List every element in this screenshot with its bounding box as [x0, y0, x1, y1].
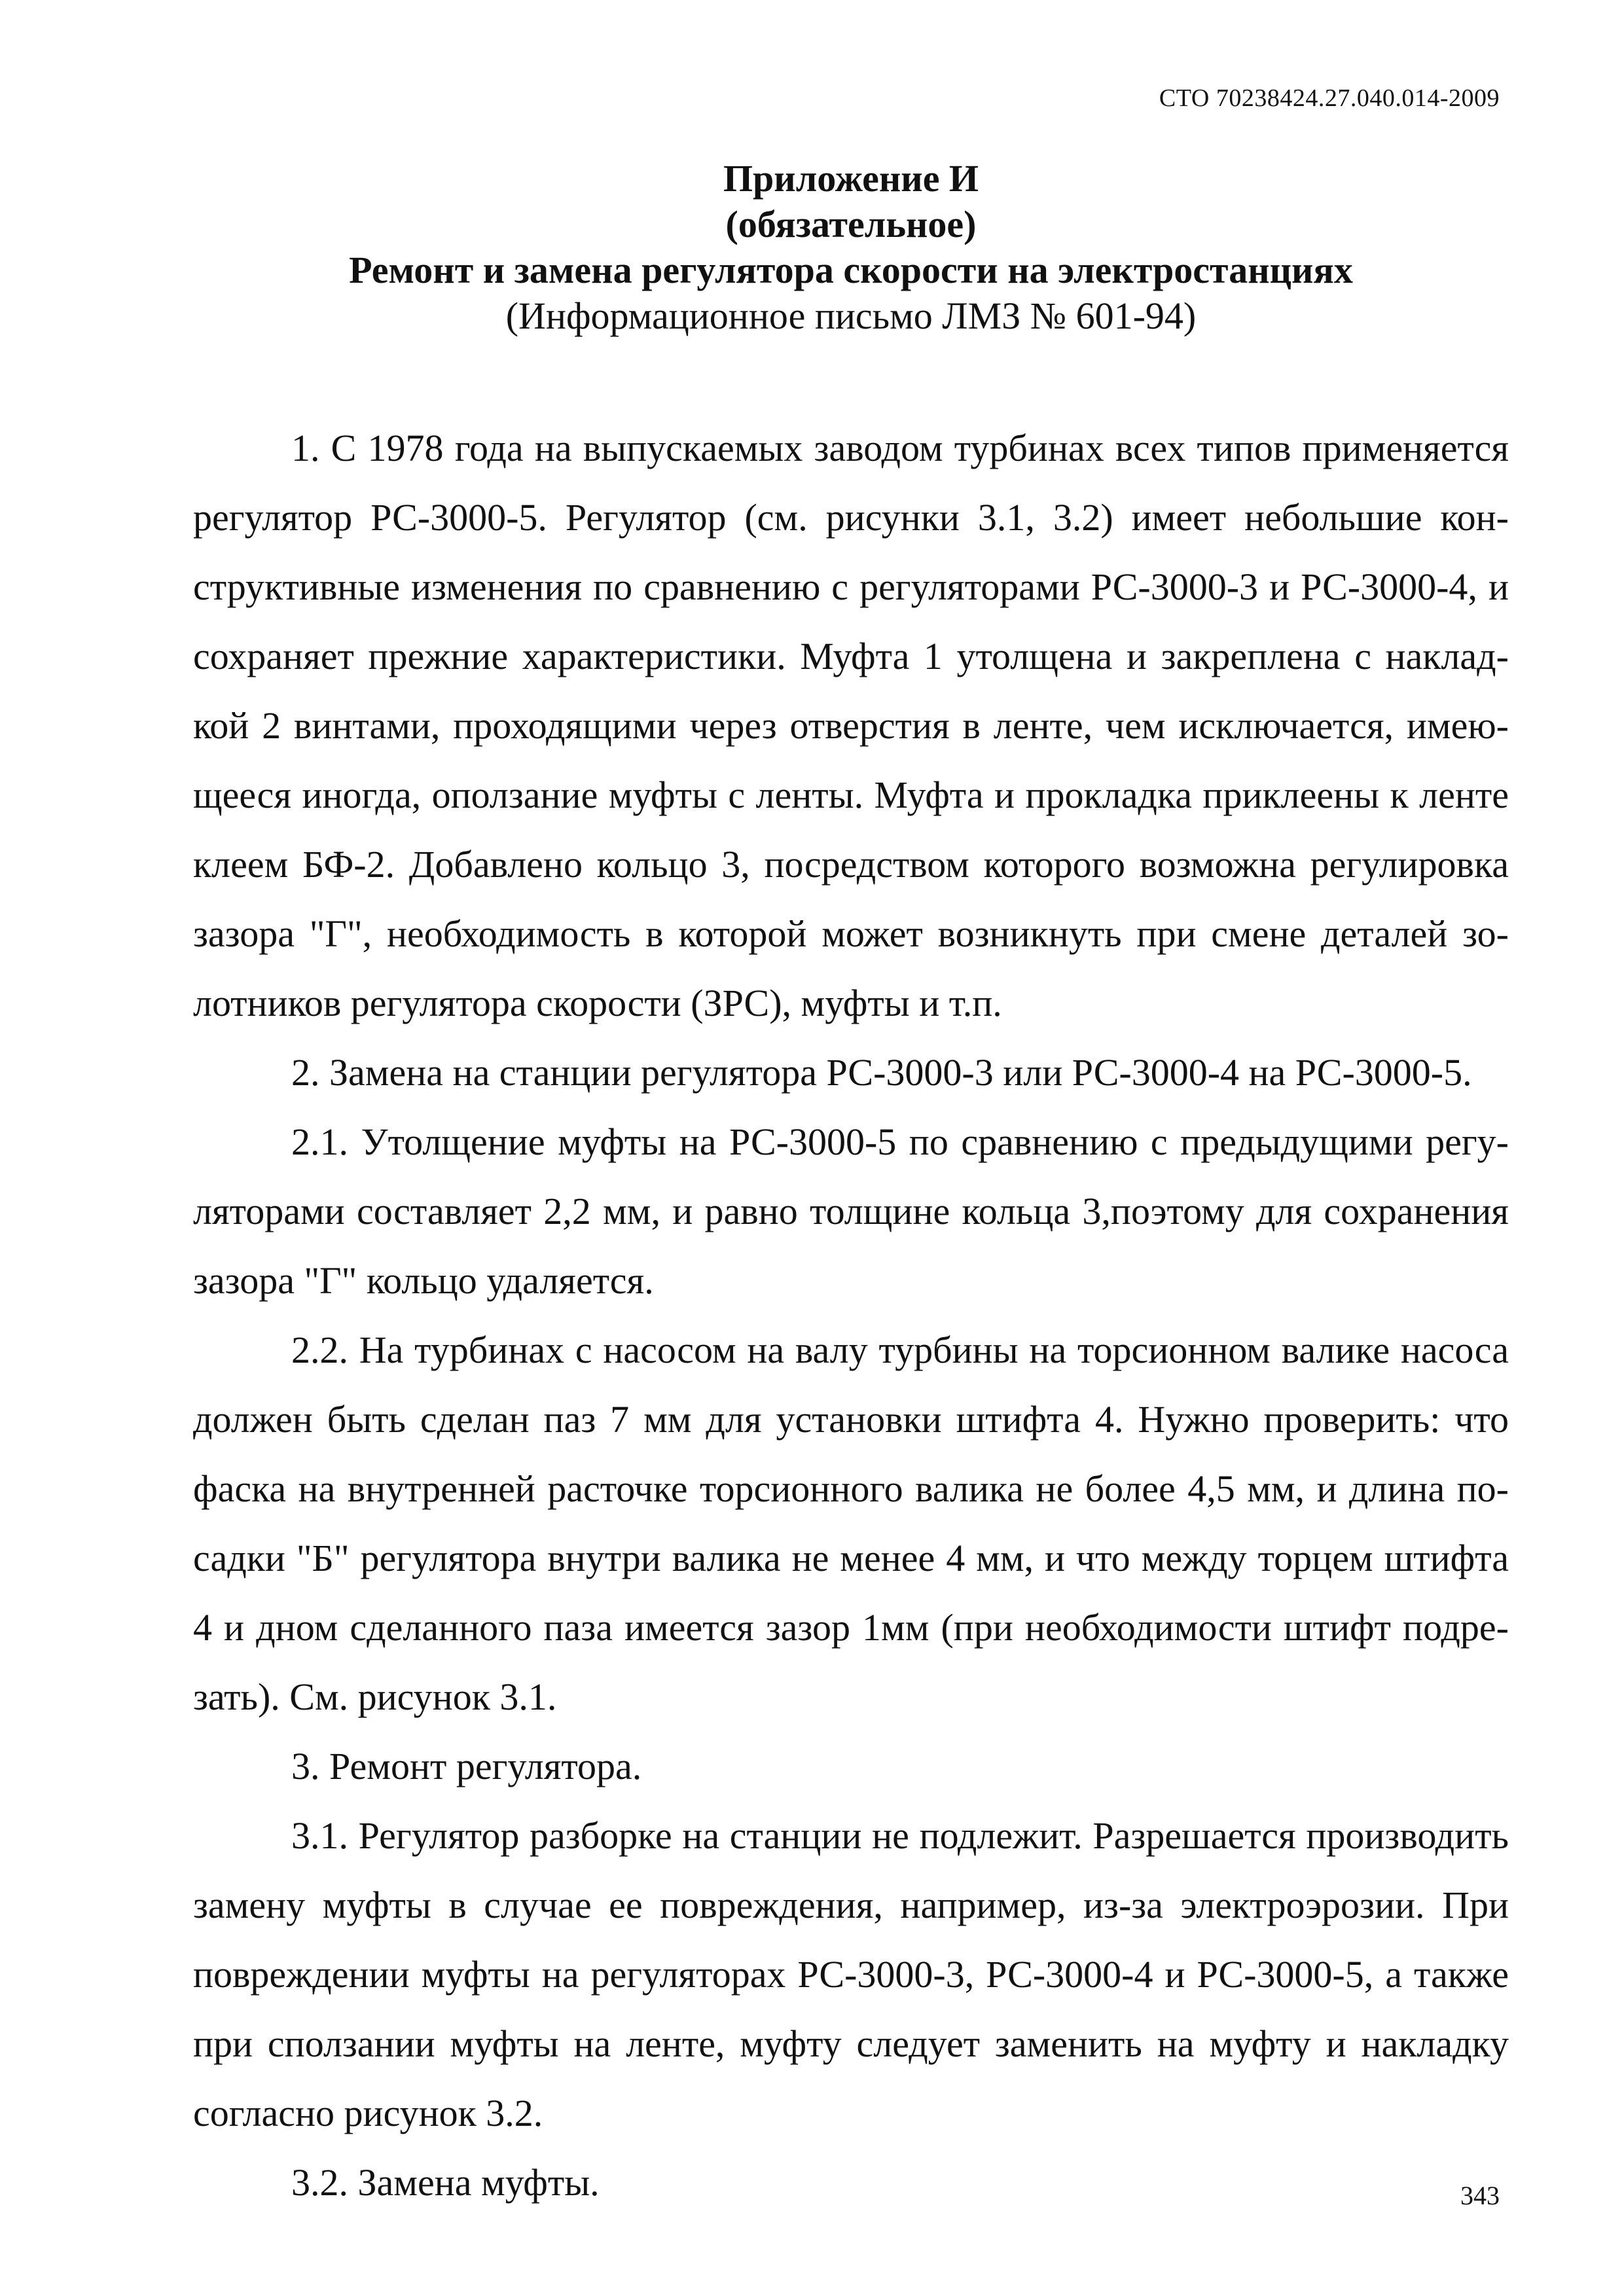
appendix-source: (Информационное письмо ЛМЗ № 601-94): [505, 295, 1197, 337]
paragraph-1: 1. С 1978 года на выпускаемых заводом турбинах всех типов применяется регулятор РС-3000-5. Регулятор (см. рисунки 3.1, 3.2) имеет небольшие конструктивные изменения по сравнению с регуляторами РС-3000-3 и РС-3000-4, и сохраняет прежние характеристики. Муфта 1 утолщена и закреплена с накладкой 2 винтами, проходящими через отверстия в ленте, чем исключается, имеющееся иногда, оползание муфты с ленты. Муфта и прокладка приклеены к ленте клеем БФ-2. Добавлено кольцо 3, посредством которого возможна регулировка зазора "Г", необходимость в которой может возникнуть при смене деталей золотников регулятора скорости (ЗРС), муфты и т.п.: [193, 427, 1509, 1024]
appendix-label: Приложение И: [723, 157, 979, 200]
appendix-heading: [193, 156, 1509, 339]
paragraph-3: 3. Ремонт регулятора.: [291, 1745, 642, 1787]
body-text: [193, 414, 1509, 2217]
paragraph-2-1: 2.1. Утолщение муфты на РС-3000-5 по сравнению с предыдущими регуляторами составляет 2,2 мм, и равно толщине кольца 3,поэтому для сохранения зазора "Г" кольцо удаляется.: [193, 1121, 1509, 1302]
document-code: СТО 70238424.27.040.014-2009: [1159, 84, 1500, 112]
appendix-title: Ремонт и замена регулятора скорости на электростанциях: [349, 249, 1353, 291]
paragraph-2: 2. Замена на станции регулятора РС-3000-3 или РС-3000-4 на РС-3000-5.: [291, 1051, 1472, 1094]
paragraph-3-1: 3.1. Регулятор разборке на станции не подлежит. Разрешается производить замену муфты в случае ее повреждения, например, из-за электроэрозии. При повреждении муфты на регуляторах РС-3000-3, РС-3000-4 и РС-3000-5, а также при сползании муфты на ленте, муфту следует заменить на муфту и накладку согласно рисунок 3.2.: [193, 1814, 1509, 2134]
paragraph-3-2: 3.2. Замена муфты.: [291, 2161, 600, 2204]
page-number: 343: [1460, 2181, 1500, 2210]
paragraph-2-2: 2.2. На турбинах с насосом на валу турбины на торсионном валике насоса должен быть сделан паз 7 мм для установки штифта 4. Нужно проверить: что фаска на внутренней расточке торсионного валика не более 4,5 мм, и длина посадки "Б" регулятора внутри валика не менее 4 мм, и что между торцем штифта 4 и дном сделанного паза имеется зазор 1мм (при необходимости штифт подрезать). См. рисунок 3.1.: [193, 1329, 1509, 1718]
appendix-status: (обязательное): [725, 203, 977, 245]
